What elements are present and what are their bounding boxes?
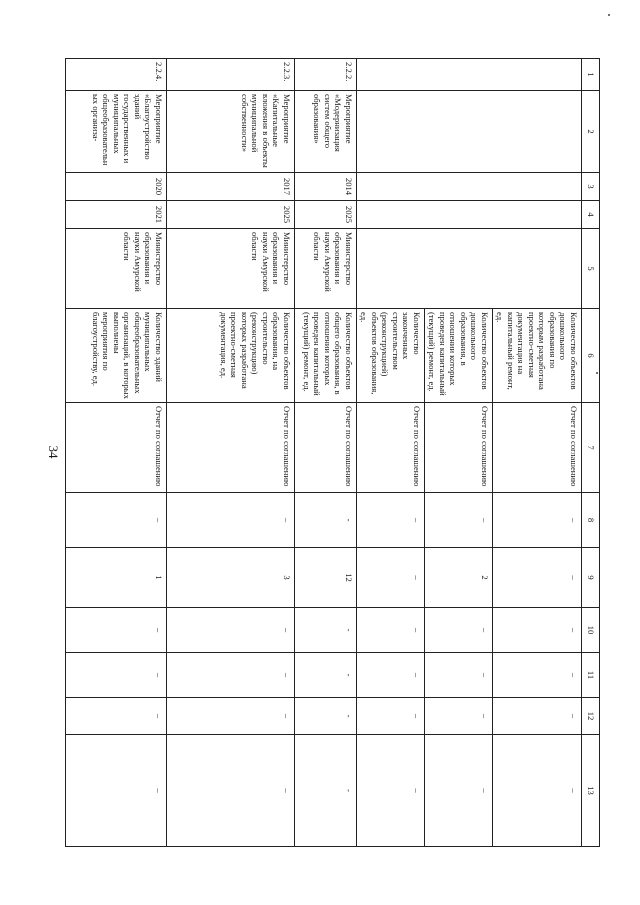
value-cell: – xyxy=(357,493,425,548)
value-cell: – xyxy=(493,493,582,548)
value-cell: – xyxy=(167,735,295,847)
header-cell: 13 xyxy=(582,735,600,847)
value-cell: – xyxy=(66,608,167,653)
value-cell: – xyxy=(357,735,425,847)
value-cell: – xyxy=(425,493,493,548)
value-cell: – xyxy=(167,653,295,698)
table-cell xyxy=(357,91,582,173)
header-cell: 7 xyxy=(582,403,600,493)
value-cell: – xyxy=(425,608,493,653)
end-year-cell: 2025 xyxy=(295,201,357,229)
program-table xyxy=(65,58,600,847)
value-cell: – xyxy=(425,698,493,735)
header-cell: 5 xyxy=(582,229,600,309)
indicator-cell: Количество объектов общего образования, в отношении которых проведен капитальный (текущий) ремонт, ед. xyxy=(295,309,357,403)
value-cell: – xyxy=(493,653,582,698)
row-number-cell: 2.2.3. xyxy=(167,59,295,91)
value-cell: – xyxy=(66,653,167,698)
executor-cell: Министерство образования и науки Амурской области xyxy=(167,229,295,309)
indicator-cell: Количество зданий муниципальных общеобразовательных организаций, в которых выполнены мероприятия по благоустройству, ед. xyxy=(66,309,167,403)
indicator-cell: Количество объектов дошкольного образования по которым разработана проектно-сметная документация на капитальный ремонт, ед. xyxy=(493,309,582,403)
page-number: 34 xyxy=(46,445,61,459)
value-cell: – xyxy=(425,653,493,698)
header-cell: 3 xyxy=(582,173,600,201)
table-cell xyxy=(357,201,582,229)
scan-speck xyxy=(608,14,610,16)
header-cell: 1 xyxy=(582,59,600,91)
start-year-cell: 2020 xyxy=(66,173,167,201)
measure-name-cell: Мероприятие «Капитальные вложения в объекты муниципальной собственности» xyxy=(167,91,295,173)
indicator-cell: Количество объектов образования, на строительство (реконструкцию) которых разработана проектно-сметная документация, ед. xyxy=(167,309,295,403)
value-cell: – xyxy=(357,653,425,698)
rotated-table-area xyxy=(91,58,600,846)
table-cell xyxy=(357,173,582,201)
row-number-cell: 2.2.2. xyxy=(295,59,357,91)
measure-name-cell: Мероприятие «Модернизация систем общего образования» xyxy=(295,91,357,173)
value-cell: - xyxy=(295,653,357,698)
report-cell: Отчет по соглашению xyxy=(66,403,167,493)
value-cell: - xyxy=(295,493,357,548)
report-cell: Отчет по соглашению xyxy=(357,403,425,493)
header-cell: 10 xyxy=(582,608,600,653)
table-row xyxy=(493,59,582,847)
value-cell: - xyxy=(295,735,357,847)
start-year-cell: 2017 xyxy=(167,173,295,201)
value-cell: – xyxy=(66,493,167,548)
executor-cell: Министерство образования и науки Амурской области xyxy=(66,229,167,309)
value-cell: 12 xyxy=(295,548,357,608)
header-cell: 2 xyxy=(582,91,600,173)
value-cell: 1 xyxy=(66,548,167,608)
header-cell: 11 xyxy=(582,653,600,698)
value-cell: – xyxy=(493,735,582,847)
executor-cell: Министерство образования и науки Амурской области xyxy=(295,229,357,309)
value-cell: – xyxy=(357,548,425,608)
header-cell: 12 xyxy=(582,698,600,735)
header-cell: 6 xyxy=(582,309,600,403)
table-header-row xyxy=(582,59,600,847)
end-year-cell: 2025 xyxy=(167,201,295,229)
value-cell: – xyxy=(66,698,167,735)
header-cell: 4 xyxy=(582,201,600,229)
start-year-cell: 2014 xyxy=(295,173,357,201)
indicator-cell: Количество законченных строительством (реконструкцией) объектов образования, ед. xyxy=(357,309,425,403)
value-cell: – xyxy=(357,698,425,735)
value-cell: – xyxy=(425,735,493,847)
table-row xyxy=(66,59,167,847)
value-cell: 2 xyxy=(425,548,493,608)
row-number-cell: 2.2.4. xyxy=(66,59,167,91)
value-cell: – xyxy=(167,608,295,653)
table-wrapper xyxy=(91,58,600,846)
value-cell: – xyxy=(493,548,582,608)
header-cell: 8 xyxy=(582,493,600,548)
value-cell: – xyxy=(493,608,582,653)
value-cell: – xyxy=(493,698,582,735)
value-cell: – xyxy=(167,698,295,735)
value-cell: – xyxy=(357,608,425,653)
table-cell xyxy=(357,229,582,309)
value-cell: – xyxy=(167,493,295,548)
value-cell: – xyxy=(66,735,167,847)
table-row xyxy=(167,59,295,847)
report-cell: Отчет по соглашению xyxy=(295,403,357,493)
value-cell: 3 xyxy=(167,548,295,608)
value-cell: - xyxy=(295,608,357,653)
report-cell: Отчет по соглашению xyxy=(167,403,295,493)
table-row xyxy=(295,59,357,847)
end-year-cell: 2021 xyxy=(66,201,167,229)
report-cell: Отчет по соглашению xyxy=(493,403,582,493)
indicator-cell: Количество объектов дошкольного образования, в отношении которых проведен капитальный (текущий) ремонт, ед. xyxy=(425,309,493,403)
scan-speck xyxy=(596,372,598,374)
report-cell: Отчет по соглашению xyxy=(425,403,493,493)
value-cell: - xyxy=(295,698,357,735)
table-cell xyxy=(357,59,582,91)
measure-name-cell: Мероприятие «Благоустройство зданий государственных и муниципальных общеобразовательных организа- xyxy=(66,91,167,173)
header-cell: 9 xyxy=(582,548,600,608)
